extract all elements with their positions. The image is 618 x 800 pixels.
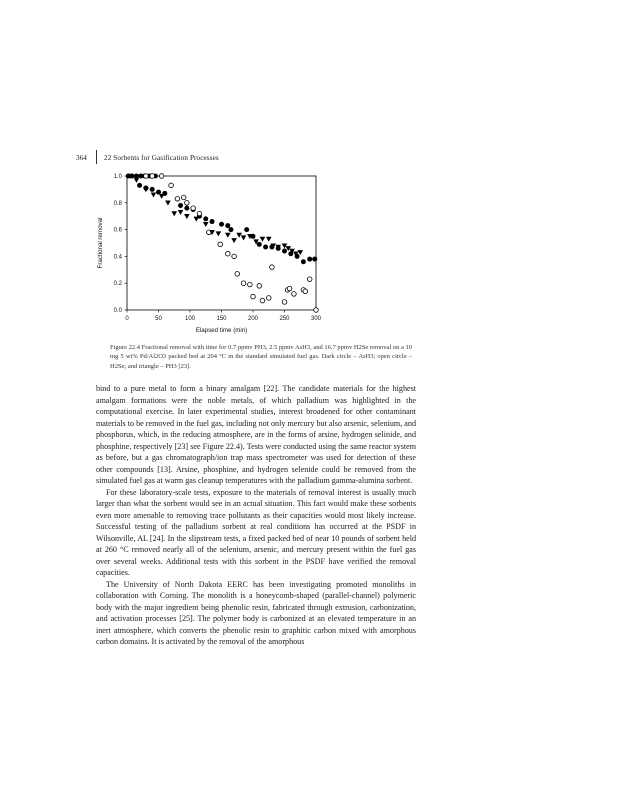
selenide-data-point (292, 292, 297, 297)
phosphine-data-point (134, 178, 140, 183)
phosphine-data-point (171, 211, 177, 216)
selenide-data-point (191, 206, 196, 211)
paragraph-3: The University of North Dakota EERC has been investigating promoted monoliths in collaboration with Corning. The monolith is a honeycomb-shaped (parallel-channel) polymeric body with the major ingredient being phenolic resin, fabricated through extrusion, carbonization, and activation processes [25]. The polymer body is carbonized at an elevated temperature in an inert atmosphere, which converts the phenolic resin to graphitic carbon mixed with amorphous carbon domains. It is activated by the removal of the amorphous (96, 579, 416, 646)
asine-data-point (312, 257, 317, 262)
selenide-data-point (270, 265, 275, 270)
selenide-data-point (235, 272, 240, 277)
asine-data-point (137, 183, 142, 188)
figure-caption: Figure 22.4 Fractional removal with time for 0.7 ppmv PH3, 2.5 ppmv AsH3, and 16.7 ppmv H2Se removal on a 10 mg 5 wt% Pd/Al2O3 packed bed at 204 °C in the standard simulated fuel gas. Dark circle – AsH3; open circle – H2Se; and triangle – PH3 [23]. (110, 344, 412, 370)
phosphine-data-point (236, 233, 242, 238)
phosphine-data-point (194, 217, 200, 222)
asine-data-point (203, 216, 208, 221)
x-tick-label: 150 (216, 316, 227, 322)
phosphine-data-point (178, 210, 184, 215)
selenide-data-point (241, 281, 246, 286)
phosphine-data-point (184, 214, 190, 219)
asine-data-point (156, 190, 161, 195)
y-tick-label: 0.2 (113, 281, 122, 288)
selenide-data-point (159, 174, 164, 179)
y-tick-label: 0.4 (113, 254, 122, 261)
x-tick-label: 50 (155, 316, 162, 322)
y-axis-label: Fractional removal (97, 217, 104, 269)
phosphine-data-point (143, 187, 149, 192)
phosphine-data-point (260, 237, 266, 242)
selenide-data-point (260, 298, 265, 303)
asine-data-point (225, 223, 230, 228)
selenide-data-point (150, 174, 155, 179)
selenide-data-point (248, 282, 253, 287)
selenide-data-point (197, 211, 202, 216)
phosphine-data-point (225, 233, 231, 238)
x-tick-label: 200 (247, 316, 259, 322)
x-tick-label: 0 (125, 316, 129, 322)
selenide-data-point (232, 254, 237, 259)
y-tick-label: 0.8 (113, 200, 122, 207)
asine-data-point (244, 227, 249, 232)
asine-data-point (184, 206, 189, 211)
running-title: 22 Sorbents for Gasification Processes (104, 154, 219, 162)
selenide-data-point (307, 277, 312, 282)
asine-data-point (282, 249, 287, 254)
phosphine-data-point (159, 194, 165, 199)
asine-data-point (257, 242, 262, 247)
running-header (76, 152, 516, 166)
selenide-data-point (314, 308, 319, 313)
selenide-data-point (287, 286, 292, 291)
asine-data-point (210, 219, 215, 224)
x-axis-label: Elapsed time (min) (195, 327, 248, 334)
selenide-data-point (144, 174, 149, 179)
selenide-data-point (303, 289, 308, 294)
asine-data-point (134, 174, 139, 179)
selenide-data-point (169, 183, 174, 188)
phosphine-data-point (241, 235, 247, 240)
removal-chart (90, 168, 330, 338)
page-number: 364 (76, 154, 87, 162)
selenide-data-point (251, 294, 256, 299)
asine-data-point (301, 259, 306, 264)
selenide-data-point (226, 251, 231, 256)
phosphine-data-point (203, 222, 209, 227)
phosphine-data-point (165, 201, 171, 206)
selenide-data-point (282, 300, 287, 305)
asine-data-point (263, 245, 268, 250)
selenide-data-point (218, 242, 223, 247)
selenide-data-point (266, 296, 271, 301)
body-text (96, 383, 416, 648)
phosphine-data-point (231, 238, 237, 243)
x-tick-label: 250 (279, 316, 290, 322)
selenide-data-point (181, 195, 186, 200)
asine-data-point (150, 187, 155, 192)
asine-data-point (219, 222, 224, 227)
selenide-data-point (257, 284, 262, 289)
asine-data-point (307, 257, 312, 262)
selenide-data-point (175, 196, 180, 201)
paragraph-2: For these laboratory-scale tests, exposure to the materials of removal interest is usually much larger than what the sorbent would see in an actual situation. This fact would make these sorbents even more amenable to removing trace pollutants as their capacities would most likely increase. Successful testing of the palladium sorbent at real conditions has occurred at the PSDF in Wilsonville, AL [24]. In the slipstream tests, a fixed packed bed of near 10 pounds of sorbent held at 260 °C removed nearly all of the selenium, arsenic, and mercury present within the fuel gas over several weeks. Additional tests with this sorbent in the PSDF have verified the removal capacities. (96, 487, 416, 577)
selenide-data-point (185, 201, 190, 206)
header-divider (96, 150, 97, 164)
chart-svg (90, 168, 330, 338)
y-tick-label: 0.0 (113, 308, 122, 314)
x-tick-label: 100 (184, 316, 196, 322)
phosphine-data-point (266, 237, 272, 242)
x-tick-label: 300 (310, 316, 322, 322)
asine-data-point (228, 227, 233, 232)
paragraph-1: bind to a pure metal to form a binary amalgam [22]. The candidate materials for the highest amalgam formations were the noble metals, of which palladium was highlighted in the computational exercise. In later experimental studies, interest broadened for other contaminant materials to be removed in the fuel gas, including not only mercury but also arsenic, selenium, and phosphorus, which, in the reducing atmosphere, are in the forms of arsine, hydrogen selinide, and phosphine, respectively [23] see Figure 22.4). Tests were conducted using the same reactor system as before, but a gas chromatograph/ion trap mass spectrometer was used for detection of these other compounds [13]. Arsine, phosphine, and hydrogen selenide could be removed from the simulated fuel gas at warm gas cleanup temperatures with the palladium gamma-alumina sorbent. (96, 384, 416, 485)
asine-data-point (178, 203, 183, 208)
y-tick-label: 1.0 (113, 174, 122, 180)
phosphine-data-point (151, 193, 157, 198)
phosphine-data-point (216, 231, 222, 236)
y-tick-label: 0.6 (113, 227, 122, 234)
